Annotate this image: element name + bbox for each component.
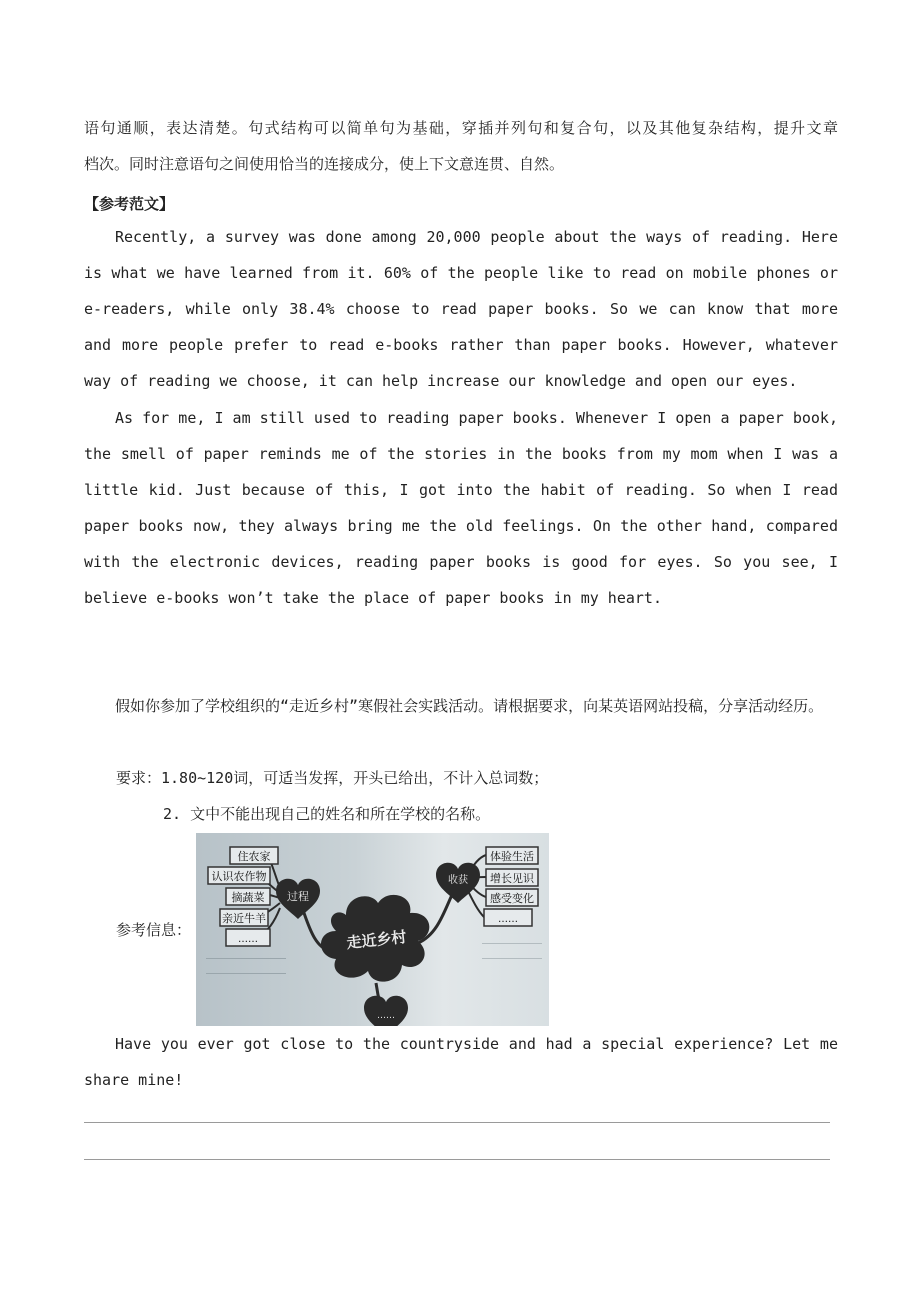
- svg-text:……: ……: [238, 934, 258, 945]
- svg-text:住农家: 住农家: [237, 850, 271, 863]
- mind-map-drawing: [196, 833, 549, 1026]
- sample-essay-heading: 【参考范文】: [84, 195, 175, 213]
- svg-text:认识农作物: 认识农作物: [211, 870, 267, 883]
- bottom-heart-label: ……: [377, 1011, 395, 1021]
- requirement-2: 2. 文中不能出现自己的姓名和所在学校的名称。: [163, 805, 491, 823]
- essay-opening: Have you ever got close to the countryside and had a special experience? Let me share mine!: [84, 1035, 838, 1089]
- bottom-heart: [364, 996, 408, 1026]
- tip-line-2: 档次。同时注意语句之间使用恰当的连接成分，使上下文意连贯、自然。: [84, 155, 565, 173]
- right-item-2: [486, 869, 538, 886]
- svg-text:体验生活: 体验生活: [490, 850, 534, 863]
- answer-line-2: [84, 1159, 830, 1160]
- right-heart-label: 收获: [448, 875, 468, 886]
- sample-paragraph-2: As for me, I am still used to reading paper books. Whenever I open a paper book, the smell of paper reminds me of the stories in the books from my mom when I was a little kid. Just because of this, I got into the habit of reading. So when I read paper books now, they always bring me the old feelings. On the other hand, compared with the electronic devices, reading paper books is good for eyes. So you see, I believe e-books won’t take the place of paper books in my heart.: [84, 409, 838, 607]
- left-item-5: [226, 929, 270, 946]
- center-label: 走近乡村: [345, 927, 408, 953]
- left-heart: [276, 879, 320, 919]
- svg-text:亲近牛羊: 亲近牛羊: [222, 912, 266, 925]
- left-item-3: [226, 888, 270, 905]
- left-item-1: [230, 847, 278, 864]
- svg-text:摘蔬菜: 摘蔬菜: [231, 891, 265, 904]
- left-item-2: [208, 867, 270, 884]
- left-item-4: [220, 909, 268, 926]
- right-item-3: [486, 889, 538, 906]
- right-item-1: [486, 847, 538, 864]
- svg-text:感受变化: 感受变化: [490, 892, 534, 905]
- right-heart: [436, 863, 480, 903]
- left-heart-label: 过程: [287, 890, 309, 903]
- svg-text:……: ……: [498, 914, 518, 925]
- requirement-1: 要求：1.80~120词，可适当发挥，开头已给出，不计入总词数；: [116, 769, 549, 787]
- right-item-4: [484, 909, 532, 926]
- answer-line-1: [84, 1122, 830, 1123]
- task-prompt: 假如你参加了学校组织的“走近乡村”寒假社会实践活动。请根据要求，向某英语网站投稿，分享活动经历。: [115, 697, 824, 715]
- sample-paragraph-1: Recently, a survey was done among 20,000 people about the ways of reading. Here is what we have learned from it. 60% of the people like to read on mobile phones or e-readers, while only 38.4% choose to read paper books. So we can know that more and more people prefer to read e-books rather than paper books. However, whatever way of reading we choose, it can help increase our knowledge and open our eyes.: [84, 228, 838, 390]
- reference-info-label: 参考信息：: [116, 921, 192, 939]
- center-cloud: [321, 895, 429, 982]
- svg-text:增长见识: 增长见识: [490, 872, 534, 885]
- mind-map-photo: [196, 833, 549, 1026]
- tip-line-1: 语句通顺，表达清楚。句式结构可以简单句为基础，穿插并列句和复合句，以及其他复杂结构，提升文章: [84, 119, 838, 137]
